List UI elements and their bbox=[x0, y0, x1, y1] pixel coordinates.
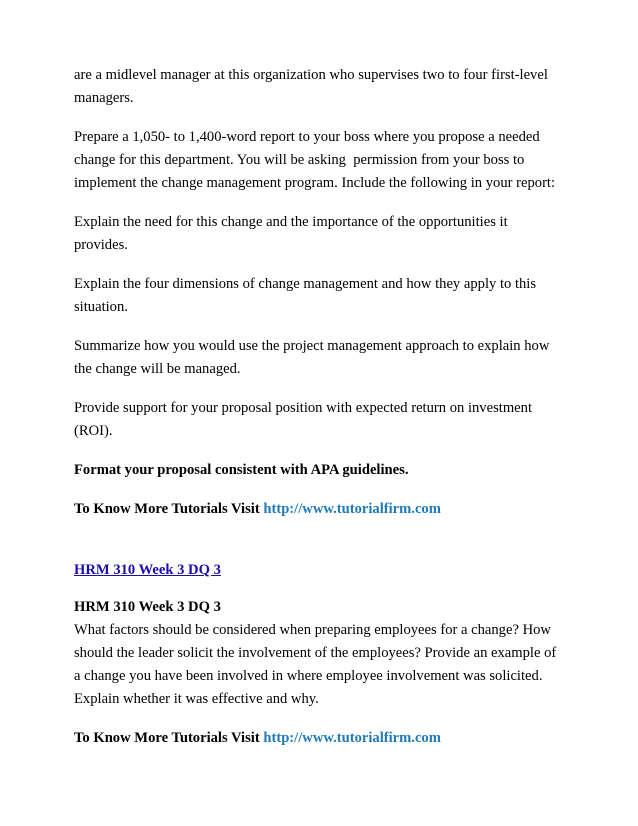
tutorial-url-link[interactable]: http://www.tutorialfirm.com bbox=[263, 730, 441, 746]
text-line: are a midlevel manager at this organization who supervises two to four first-level bbox=[74, 67, 548, 83]
section-question bbox=[74, 596, 574, 711]
text-line: Provide support for your proposal position with expected return on investment bbox=[74, 400, 533, 416]
tutorial-promo-1 bbox=[74, 498, 574, 521]
text-line: Summarize how you would use the project management approach to explain how bbox=[74, 338, 550, 354]
text-line: Explain the need for this change and the importance of the opportunities it bbox=[74, 214, 508, 230]
paragraph-explain-need bbox=[74, 211, 574, 257]
format-note-text: Format your proposal consistent with APA guidelines. bbox=[74, 462, 409, 478]
tutorial-promo-2 bbox=[74, 727, 574, 750]
text-line: Prepare a 1,050- to 1,400-word report to your boss where you propose a needed bbox=[74, 129, 540, 145]
text-line: Explain the four dimensions of change management and how they apply to this bbox=[74, 276, 537, 292]
paragraph-roi bbox=[74, 397, 574, 443]
section-heading-link[interactable]: HRM 310 Week 3 DQ 3 bbox=[74, 562, 221, 578]
paragraph-intro bbox=[74, 64, 574, 110]
text-line: situation. bbox=[74, 299, 128, 315]
text-line: implement the change management program. Include the following in your report: bbox=[74, 175, 556, 191]
text-line: Explain whether it was effective and why. bbox=[74, 691, 319, 707]
section-title: HRM 310 Week 3 DQ 3 bbox=[74, 599, 221, 615]
tutorial-promo-prefix: To Know More Tutorials Visit bbox=[74, 501, 264, 517]
paragraph-assignment bbox=[74, 126, 574, 195]
paragraph-four-dimensions bbox=[74, 273, 574, 319]
format-note bbox=[74, 459, 574, 482]
tutorial-url-link[interactable]: http://www.tutorialfirm.com bbox=[263, 501, 441, 517]
text-line: a change you have been involved in where employee involvement was solicited. bbox=[74, 668, 543, 684]
paragraph-project-management bbox=[74, 335, 574, 381]
text-line: should the leader solicit the involvement of the employees? Provide an example of bbox=[74, 645, 557, 661]
section-spacer bbox=[74, 537, 574, 559]
text-line: (ROI). bbox=[74, 423, 113, 439]
text-line: the change will be managed. bbox=[74, 361, 241, 377]
tutorial-promo-prefix: To Know More Tutorials Visit bbox=[74, 730, 264, 746]
document-page bbox=[74, 64, 574, 766]
text-line: change for this department. You will be asking permission from your boss to bbox=[74, 152, 525, 168]
text-line: provides. bbox=[74, 237, 128, 253]
text-line: What factors should be considered when preparing employees for a change? How bbox=[74, 622, 551, 638]
text-line: managers. bbox=[74, 90, 134, 106]
section-heading bbox=[74, 559, 574, 582]
